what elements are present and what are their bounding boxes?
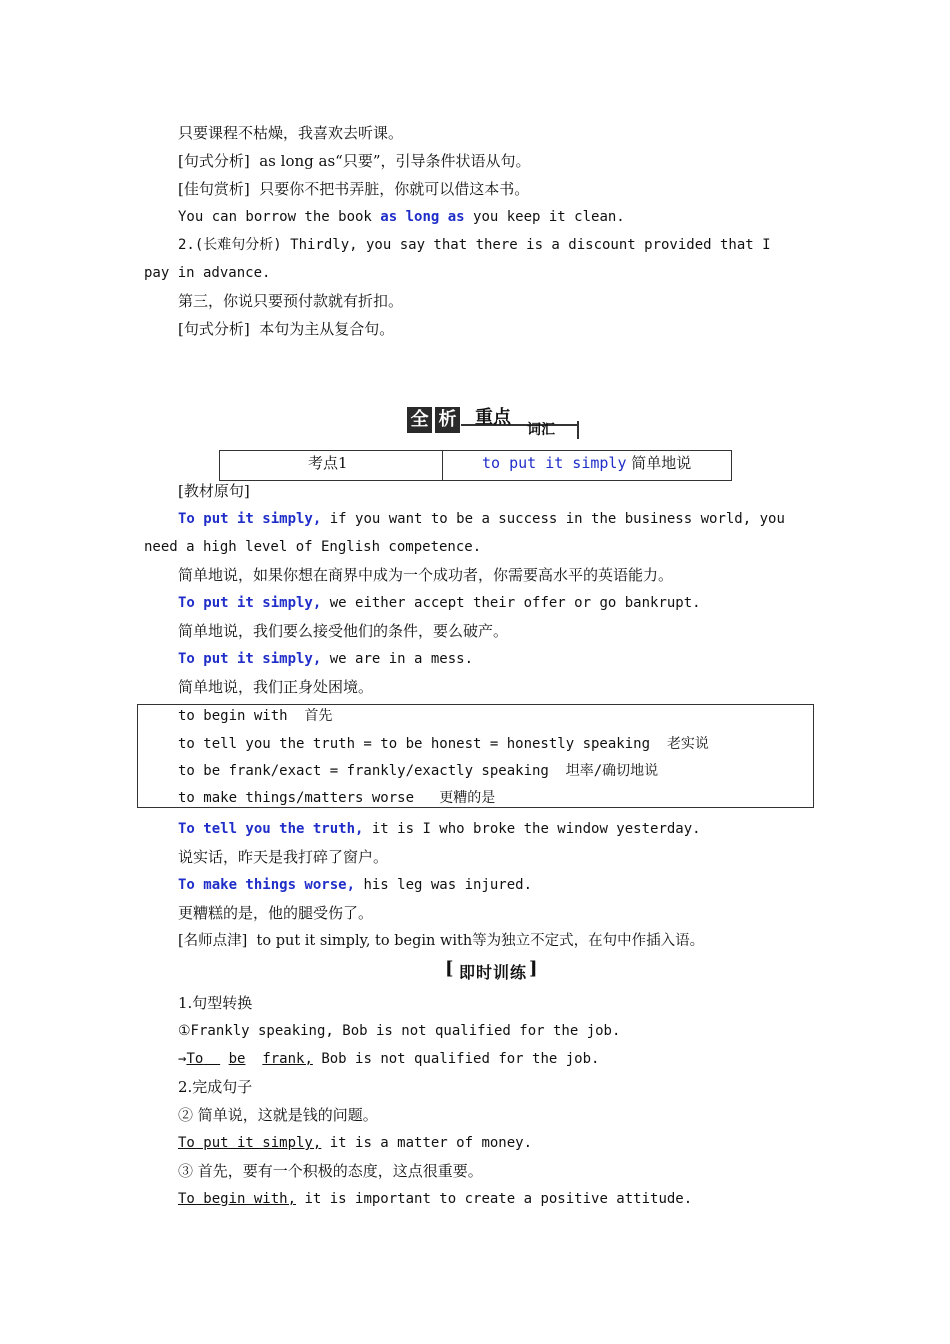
phrase-item: to tell you the truth = to be honest = honestly speaking 老实说	[178, 736, 709, 752]
phrase-item: to begin with 首先	[178, 708, 333, 724]
translation: 简单地说，如果你想在商界中成为一个成功者，你需要高水平的英语能力。	[178, 566, 674, 584]
question-item: ② 简单说，这就是钱的问题。	[178, 1106, 378, 1124]
translation: 更糟糕的是，他的腿受伤了。	[178, 904, 374, 922]
table-cell-topic: to put it simply 简单地说	[482, 454, 692, 472]
example-sentence: need a high level of English competence.	[144, 539, 482, 555]
example-sentence: You can borrow the book as long as you keep it clean.	[178, 209, 625, 225]
text-line: 2.(长难句分析) Thirdly, you say that there is a discount provided that I	[178, 237, 771, 253]
translation: 简单地说，我们要么接受他们的条件，要么破产。	[178, 622, 509, 640]
translation: 说实话，昨天是我打碎了窗户。	[178, 848, 389, 866]
table-cell-label: 考点1	[308, 454, 348, 472]
example-sentence: To tell you the truth, it is I who broke the window yesterday.	[178, 821, 701, 837]
text-line: pay in advance.	[144, 265, 271, 281]
banner-rule	[577, 421, 579, 439]
banner-title: 重点	[475, 407, 511, 428]
text-line: [句式分析] as long as“只要”，引导条件状语从句。	[178, 152, 531, 170]
question-heading: 2.完成句子	[178, 1078, 253, 1096]
text-line: [句式分析] 本句为主从复合句。	[178, 320, 395, 338]
banner-char: 全	[407, 407, 432, 433]
answer-line: To begin with, it is important to create a positive attitude.	[178, 1191, 693, 1207]
phrase-box	[137, 704, 814, 808]
keypoint-table	[219, 450, 732, 481]
text-line: 只要课程不枯燥，我喜欢去听课。	[178, 124, 404, 142]
text-line: [佳句赏析] 只要你不把书弄脏，你就可以借这本书。	[178, 180, 530, 198]
example-sentence: To put it simply, we either accept their offer or go bankrupt.	[178, 595, 701, 611]
example-sentence: To make things worse, his leg was injured.	[178, 877, 533, 893]
teacher-note: [名师点津] to put it simply, to begin with等为独立不定式，在句中作插入语。	[178, 933, 705, 949]
phrase-item: to be frank/exact = frankly/exactly speaking 坦率/确切地说	[178, 763, 659, 779]
banner-char: 析	[435, 407, 460, 433]
banner-subtitle: 词汇	[527, 422, 555, 438]
question-item: ①Frankly speaking, Bob is not qualified for the job.	[178, 1023, 621, 1039]
section-label: [教材原句]	[178, 482, 250, 500]
section-banner	[405, 405, 583, 439]
answer-line: To put it simply, it is a matter of money.	[178, 1135, 533, 1151]
practice-title: 即时训练	[459, 963, 528, 982]
example-sentence: To put it simply, we are in a mess.	[178, 651, 474, 667]
answer-line: →To be frank, Bob is not qualified for the job.	[178, 1051, 600, 1067]
translation: 简单地说，我们正身处困境。	[178, 678, 374, 696]
question-heading: 1.句型转换	[178, 994, 253, 1012]
text-line: 第三，你说只要预付款就有折扣。	[178, 292, 404, 310]
table-divider	[442, 451, 443, 480]
phrase-item: to make things/matters worse 更糟的是	[178, 790, 496, 806]
question-item: ③ 首先，要有一个积极的态度，这点很重要。	[178, 1162, 483, 1180]
practice-heading: [ 即时训练 ]	[445, 958, 538, 982]
example-sentence: To put it simply, if you want to be a success in the business world, you	[178, 511, 785, 527]
